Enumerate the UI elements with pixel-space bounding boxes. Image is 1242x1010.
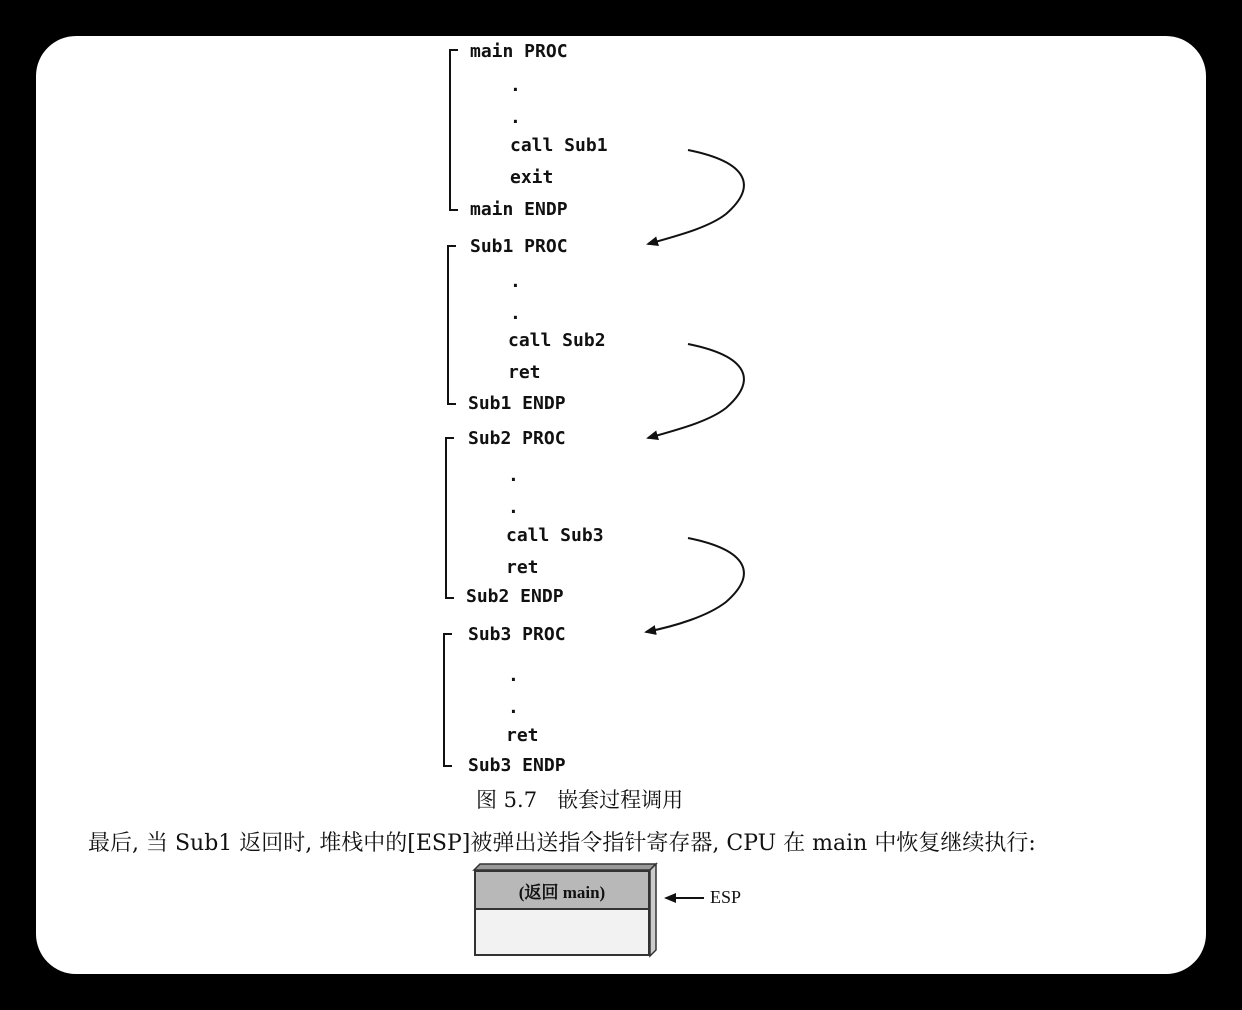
sub3-dot-2: .	[508, 697, 519, 718]
sub3-endp-line: Sub3 ENDP	[468, 755, 566, 776]
stack-top-label: (返回 main)	[518, 882, 606, 902]
sub2-proc-line: Sub2 PROC	[468, 428, 566, 449]
sub2-dot-2: .	[508, 497, 519, 518]
main-call-line: call Sub1	[510, 135, 608, 156]
sub2-dot-1: .	[508, 465, 519, 486]
sub2-ret-line: ret	[506, 557, 539, 578]
sub1-proc-line: Sub1 PROC	[470, 236, 568, 257]
main-exit-line: exit	[510, 167, 554, 188]
sub1-call-line: call Sub2	[508, 330, 606, 351]
sub3-proc-line: Sub3 PROC	[468, 624, 566, 645]
sub1-bracket	[448, 246, 456, 404]
arrow-sub1-to-sub2	[648, 344, 744, 438]
figure-caption: 图 5.7 嵌套过程调用	[476, 788, 684, 812]
sub2-bracket	[446, 438, 454, 598]
esp-label: ESP	[710, 887, 742, 907]
sub2-endp-line: Sub2 ENDP	[466, 586, 564, 607]
stack-top-cell	[474, 870, 650, 910]
sub1-endp-line: Sub1 ENDP	[468, 393, 566, 414]
sub3-dot-1: .	[508, 665, 519, 686]
stack-side-face	[650, 864, 656, 956]
main-endp-line: main ENDP	[470, 199, 568, 220]
main-dot-2: .	[510, 107, 521, 128]
document-page	[36, 36, 1206, 974]
body-paragraph: 最后, 当 Sub1 返回时, 堆栈中的[ESP]被弹出送指令指针寄存器, CPU 在 main 中恢复继续执行:	[88, 831, 1036, 856]
arrow-sub2-to-sub3	[646, 538, 744, 632]
sub1-dot-1: .	[510, 271, 521, 292]
sub3-bracket	[444, 634, 452, 766]
sub2-call-line: call Sub3	[506, 525, 604, 546]
arrow-main-to-sub1	[648, 150, 744, 244]
main-dot-1: .	[510, 75, 521, 96]
main-proc-line: main PROC	[470, 41, 568, 62]
sub1-dot-2: .	[510, 303, 521, 324]
main-bracket	[450, 50, 458, 210]
sub1-ret-line: ret	[508, 362, 541, 383]
sub3-ret-line: ret	[506, 725, 539, 746]
